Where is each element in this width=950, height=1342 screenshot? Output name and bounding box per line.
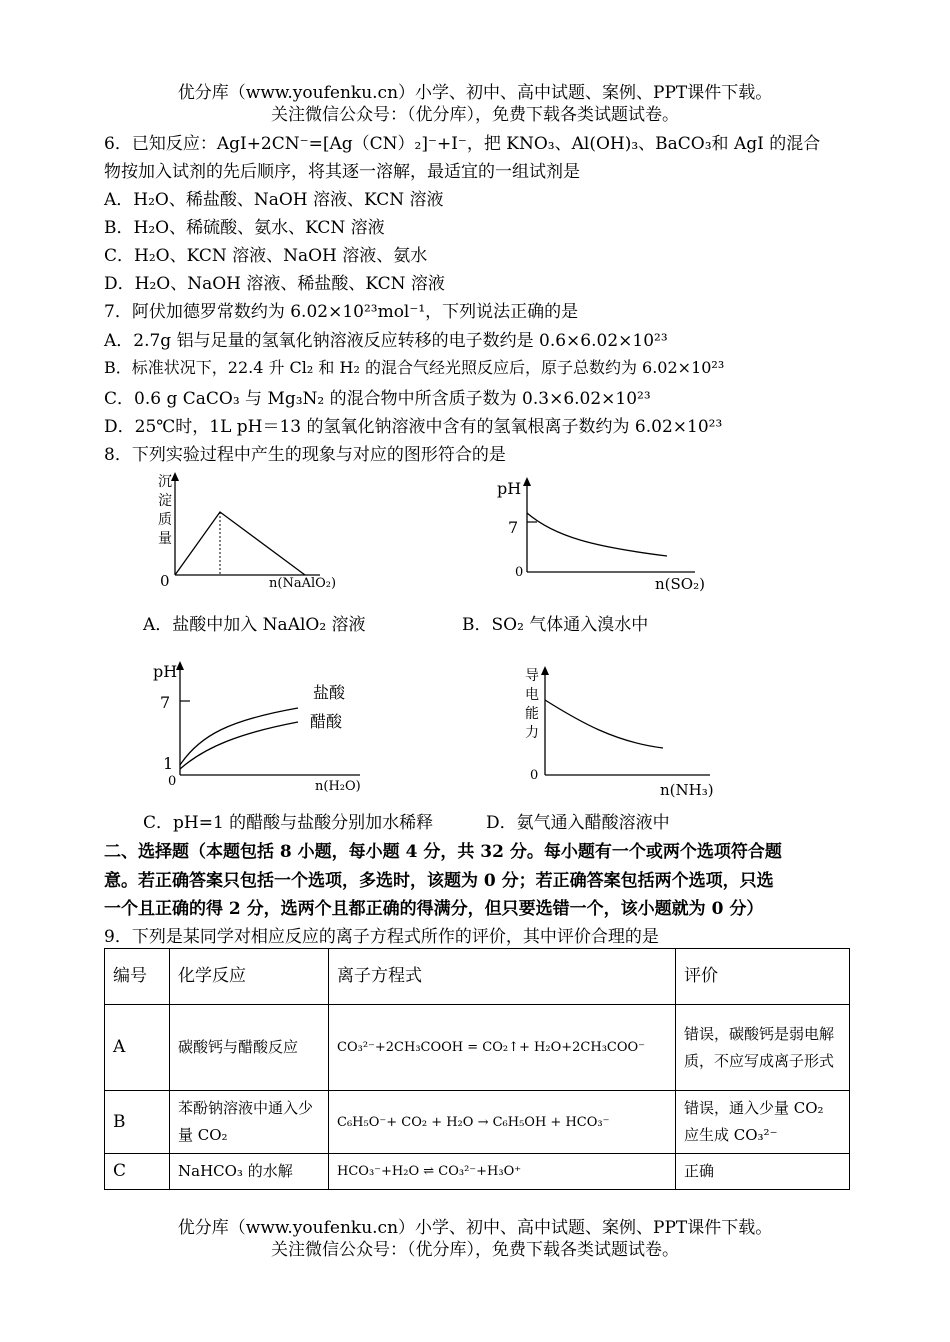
graph-a-y-arrow [171,472,179,481]
row-c-equation: HCO₃⁻+H₂O ⇌ CO₃²⁻+H₃O⁺ [329,1154,676,1190]
graph-c-xlabel: n(H₂O) [315,779,361,794]
header-line-1: 优分库（www.youfenku.cn）小学、初中、高中试题、案例、PPT课件下载。 [177,83,773,103]
row-a-id: A [105,1005,170,1091]
table-header-id: 编号 [105,949,170,1005]
graph-b-origin: 0 [515,565,524,580]
q7-option-a: A．2.7g 铝与足量的氢氧化钠溶液反应转移的电子数约是 0.6×6.02×10²³ [104,331,668,351]
row-b-equation: C₆H₅O⁻+ CO₂ + H₂O → C₆H₅OH + HCO₃⁻ [329,1091,676,1154]
graph-b-tick-label: 7 [508,518,519,537]
graph-c-curve-label-hcl: 盐酸 [313,683,346,702]
table-header-reaction: 化学反应 [170,949,329,1005]
graph-d-ylabel-1: 导 [525,668,539,684]
graph-d-curve [545,700,663,748]
graph-c-curve-label-acetic: 醋酸 [310,712,343,731]
table-row [105,1154,850,1190]
graph-b-caption: B．SO₂ 气体通入溴水中 [462,615,649,635]
q7-option-d: D．25℃时，1L pH＝13 的氢氧化钠溶液中含有的氢氧根离子数约为 6.02×10²³ [104,417,723,437]
graph-b-xlabel: n(SO₂) [655,575,705,593]
row-a-comment: 错误，碳酸钙是弱电解质，不应写成离子形式 [676,1005,850,1091]
row-c-id: C [105,1154,170,1190]
graph-a-ylabel-4: 量 [158,531,172,547]
graph-d-origin: 0 [530,768,539,783]
graph-a-origin: 0 [160,572,170,590]
graph-d-y-arrow [541,666,549,675]
graph-c-tick-7-label: 7 [160,693,171,712]
row-a-reaction: 碳酸钙与醋酸反应 [170,1005,329,1091]
graph-c-ylabel: pH [153,662,178,681]
q6-option-a: A．H₂O、稀盐酸、NaOH 溶液、KCN 溶液 [104,190,444,210]
q9-stem: 9．下列是某同学对相应反应的离子方程式所作的评价，其中评价合理的是 [104,927,659,947]
q6-stem-line-1: 6．已知反应：AgI+2CN⁻=[Ag（CN）₂]⁻+I⁻，把 KNO₃、Al(OH)₃、BaCO₃和 AgI 的混合 [104,134,821,154]
q6-stem-line-2: 物按加入试剂的先后顺序，将其逐一溶解，最适宜的一组试剂是 [104,162,580,182]
row-a-equation: CO₃²⁻+2CH₃COOH = CO₂↑+ H₂O+2CH₃COO⁻ [329,1005,676,1091]
graph-a-xlabel: n(NaAlO₂) [269,576,337,591]
graph-c-origin: 0 [168,774,177,789]
q6-option-b: B．H₂O、稀硫酸、氨水、KCN 溶液 [104,218,385,238]
graph-d-ylabel-2: 电 [525,687,539,703]
graph-a-ylabel-3: 质 [158,512,172,528]
q6-option-c: C．H₂O、KCN 溶液、NaOH 溶液、氨水 [104,246,428,266]
graph-c [150,655,370,795]
row-b-reaction: 苯酚钠溶液中通入少量 CO₂ [170,1091,329,1154]
graph-d [520,660,730,800]
q6-option-d: D．H₂O、NaOH 溶液、稀盐酸、KCN 溶液 [104,274,445,294]
graph-c-tick-1-label: 1 [163,754,174,773]
graph-a-curve [175,512,305,575]
q7-stem: 7．阿伏加德罗常数约为 6.02×10²³mol⁻¹，下列说法正确的是 [104,302,579,322]
footer-line-1: 优分库（www.youfenku.cn）小学、初中、高中试题、案例、PPT课件下载。 [177,1218,773,1238]
graph-a-ylabel-2: 淀 [158,493,172,509]
section2-line-2: 意。若正确答案只包括一个选项，多选时，该题为 0 分；若正确答案包括两个选项，只选 [104,871,774,891]
table-header-comment: 评价 [676,949,850,1005]
evaluation-table [104,948,850,1190]
graph-d-caption: D．氨气通入醋酸溶液中 [486,813,670,833]
table-row [105,1091,850,1154]
graph-d-ylabel-3: 能 [525,706,539,722]
graph-a-caption: A．盐酸中加入 NaAlO₂ 溶液 [143,615,366,635]
graph-b-y-arrow [523,477,531,486]
row-c-reaction: NaHCO₃ 的水解 [170,1154,329,1190]
table-row [105,1005,850,1091]
row-b-comment: 错误，通入少量 CO₂ 应生成 CO₃²⁻ [676,1091,850,1154]
graph-d-xlabel: n(NH₃) [660,781,714,799]
q7-option-b: B．标准状况下，22.4 升 Cl₂ 和 H₂ 的混合气经光照反应后，原子总数约为 6.02×10²³ [104,358,725,377]
table-header-row [105,949,850,1005]
row-b-id: B [105,1091,170,1154]
q8-stem: 8．下列实验过程中产生的现象与对应的图形符合的是 [104,445,506,465]
graph-b-curve [527,513,667,556]
graph-d-ylabel-4: 力 [525,725,539,741]
graph-c-caption: C．pH=1 的醋酸与盐酸分别加水稀释 [143,813,434,833]
section2-line-1: 二、选择题（本题包括 8 小题，每小题 4 分，共 32 分。每小题有一个或两个选项符合题 [104,842,782,862]
graph-b [495,475,715,600]
table-header-equation: 离子方程式 [329,949,676,1005]
section2-line-3: 一个且正确的得 2 分，选两个且都正确的得满分，但只要选错一个，该小题就为 0 分） [104,899,764,919]
q7-option-c: C．0.6 g CaCO₃ 与 Mg₃N₂ 的混合物中所含质子数为 0.3×6.02×10²³ [104,389,651,409]
header-line-2: 关注微信公众号：（优分库），免费下载各类试题试卷。 [271,105,679,125]
graph-a [145,470,355,600]
footer-line-2: 关注微信公众号：（优分库），免费下载各类试题试卷。 [271,1240,679,1260]
graph-a-ylabel-1: 沉 [158,474,172,490]
graph-b-ylabel: pH [497,479,522,498]
row-c-comment: 正确 [676,1154,850,1190]
